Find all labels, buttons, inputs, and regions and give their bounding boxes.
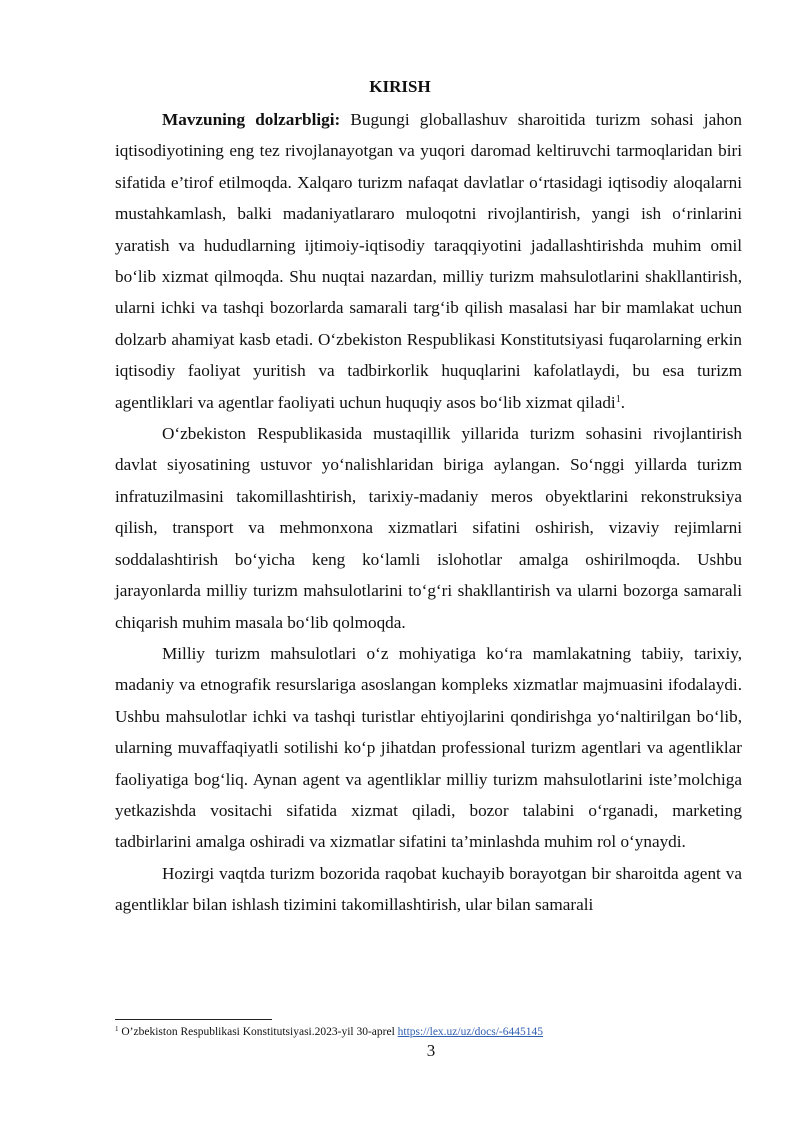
paragraph-1 [115, 104, 742, 418]
paragraph-lead: Mavzuning dolzarbligi: [162, 110, 341, 129]
footnote-number: 1 [115, 1025, 119, 1033]
paragraph-3: Milliy turizm mahsulotlari o‘z mohiyatiga ko‘ra mamlakatning tabiiy, tarixiy, madaniy va etnografik resurslariga asoslangan kompleks xizmatlar majmuasini ifodalaydi. Ushbu mahsulotlar ichki va tashqi turistlar ehtiyojlarini qondirishga yo‘naltirilgan bo‘lib, ularning muvaffaqiyatli sotilishi ko‘p jihatdan professional turizm agentlari va agentliklar faoliyatiga bog‘liq. Aynan agent va agentliklar milliy turizm mahsulotlarini iste’molchiga yetkazishda vositachi sifatida xizmat qiladi, bozor talabini o‘rganadi, marketing tadbirlarini amalga oshiradi va xizmatlar sifatini ta’minlashda muhim rol o‘ynaydi. [115, 643, 742, 852]
paragraph-text: Bugungi globallashuv sharoitida turizm sohasi jahon iqtisodiyotining eng tez rivojlanayotgan va yuqori daromad keltiruvchi tarmoqlaridan biri sifatida e’tirof etilmoqda. Xalqaro turizm nafaqat davlatlar o‘rtasidagi iqtisodiy aloqalarni mustahkamlash, balki madaniyatlararo muloqotni rivojlantirish, yangi ish o‘rinlarini yaratish va hududlarning ijtimoiy-iqtisodiy taraqqiyotini jadallashtirishda muhim omil bo‘lib xizmat qilmoqda. Shu nuqtai nazardan, milliy turizm mahsulotlarini shakllantirish, ularni ichki va tashqi bozorlarda samarali targ‘ib qilish masalasi har bir mamlakat uchun dolzarb ahamiyat kasb etadi. O‘zbekiston Respublikasi Konstitutsiyasi fuqarolarning erkin iqtisodiy faoliyat yuritish va tadbirkorlik huquqlarini kafolatlaydi, bu esa turizm agentliklari va agentlar faoliyati uchun huquqiy asos bo‘lib xizmat qiladi [115, 110, 742, 412]
footnote-text: O’zbekiston Respublikasi Konstitutsiyasi.2023-yil 30-aprel [118, 1026, 398, 1038]
footnote [115, 1025, 742, 1039]
paragraph-4: Hozirgi vaqtda turizm bozorida raqobat kuchayib borayotgan bir sharoitda agent va agentliklar bilan ishlash tizimini takomillashtirish, ular bilan samarali [115, 863, 742, 915]
body-text [115, 104, 742, 921]
footnote-link[interactable]: https://lex.uz/uz/docs/-6445145 [397, 1026, 543, 1038]
footnote-separator [115, 1019, 272, 1020]
paragraph-2: O‘zbekiston Respublikasida mustaqillik yillarida turizm sohasini rivojlantirish davlat siyosatining ustuvor yo‘nalishlaridan biriga aylangan. So‘nggi yillarda turizm infratuzilmasini takomillashtirish, tarixiy-madaniy meros obyektlarini rekonstruksiya qilish, transport va mehmonxona xizmatlari sifatini oshirish, vizaviy rejimlarni soddalashtirish bo‘yicha keng ko‘lamli islohotlar amalga oshirilmoqda. Ushbu jarayonlarda milliy turizm mahsulotlarini to‘g‘ri shakllantirish va ularni bozorga samarali chiqarish muhim masala bo‘lib qolmoqda. [115, 424, 742, 632]
paragraph-tail: . [620, 392, 625, 412]
footnote-reference[interactable]: 1 [615, 393, 621, 405]
section-heading: KIRISH [369, 77, 431, 96]
page-number: 3 [426, 1041, 436, 1060]
